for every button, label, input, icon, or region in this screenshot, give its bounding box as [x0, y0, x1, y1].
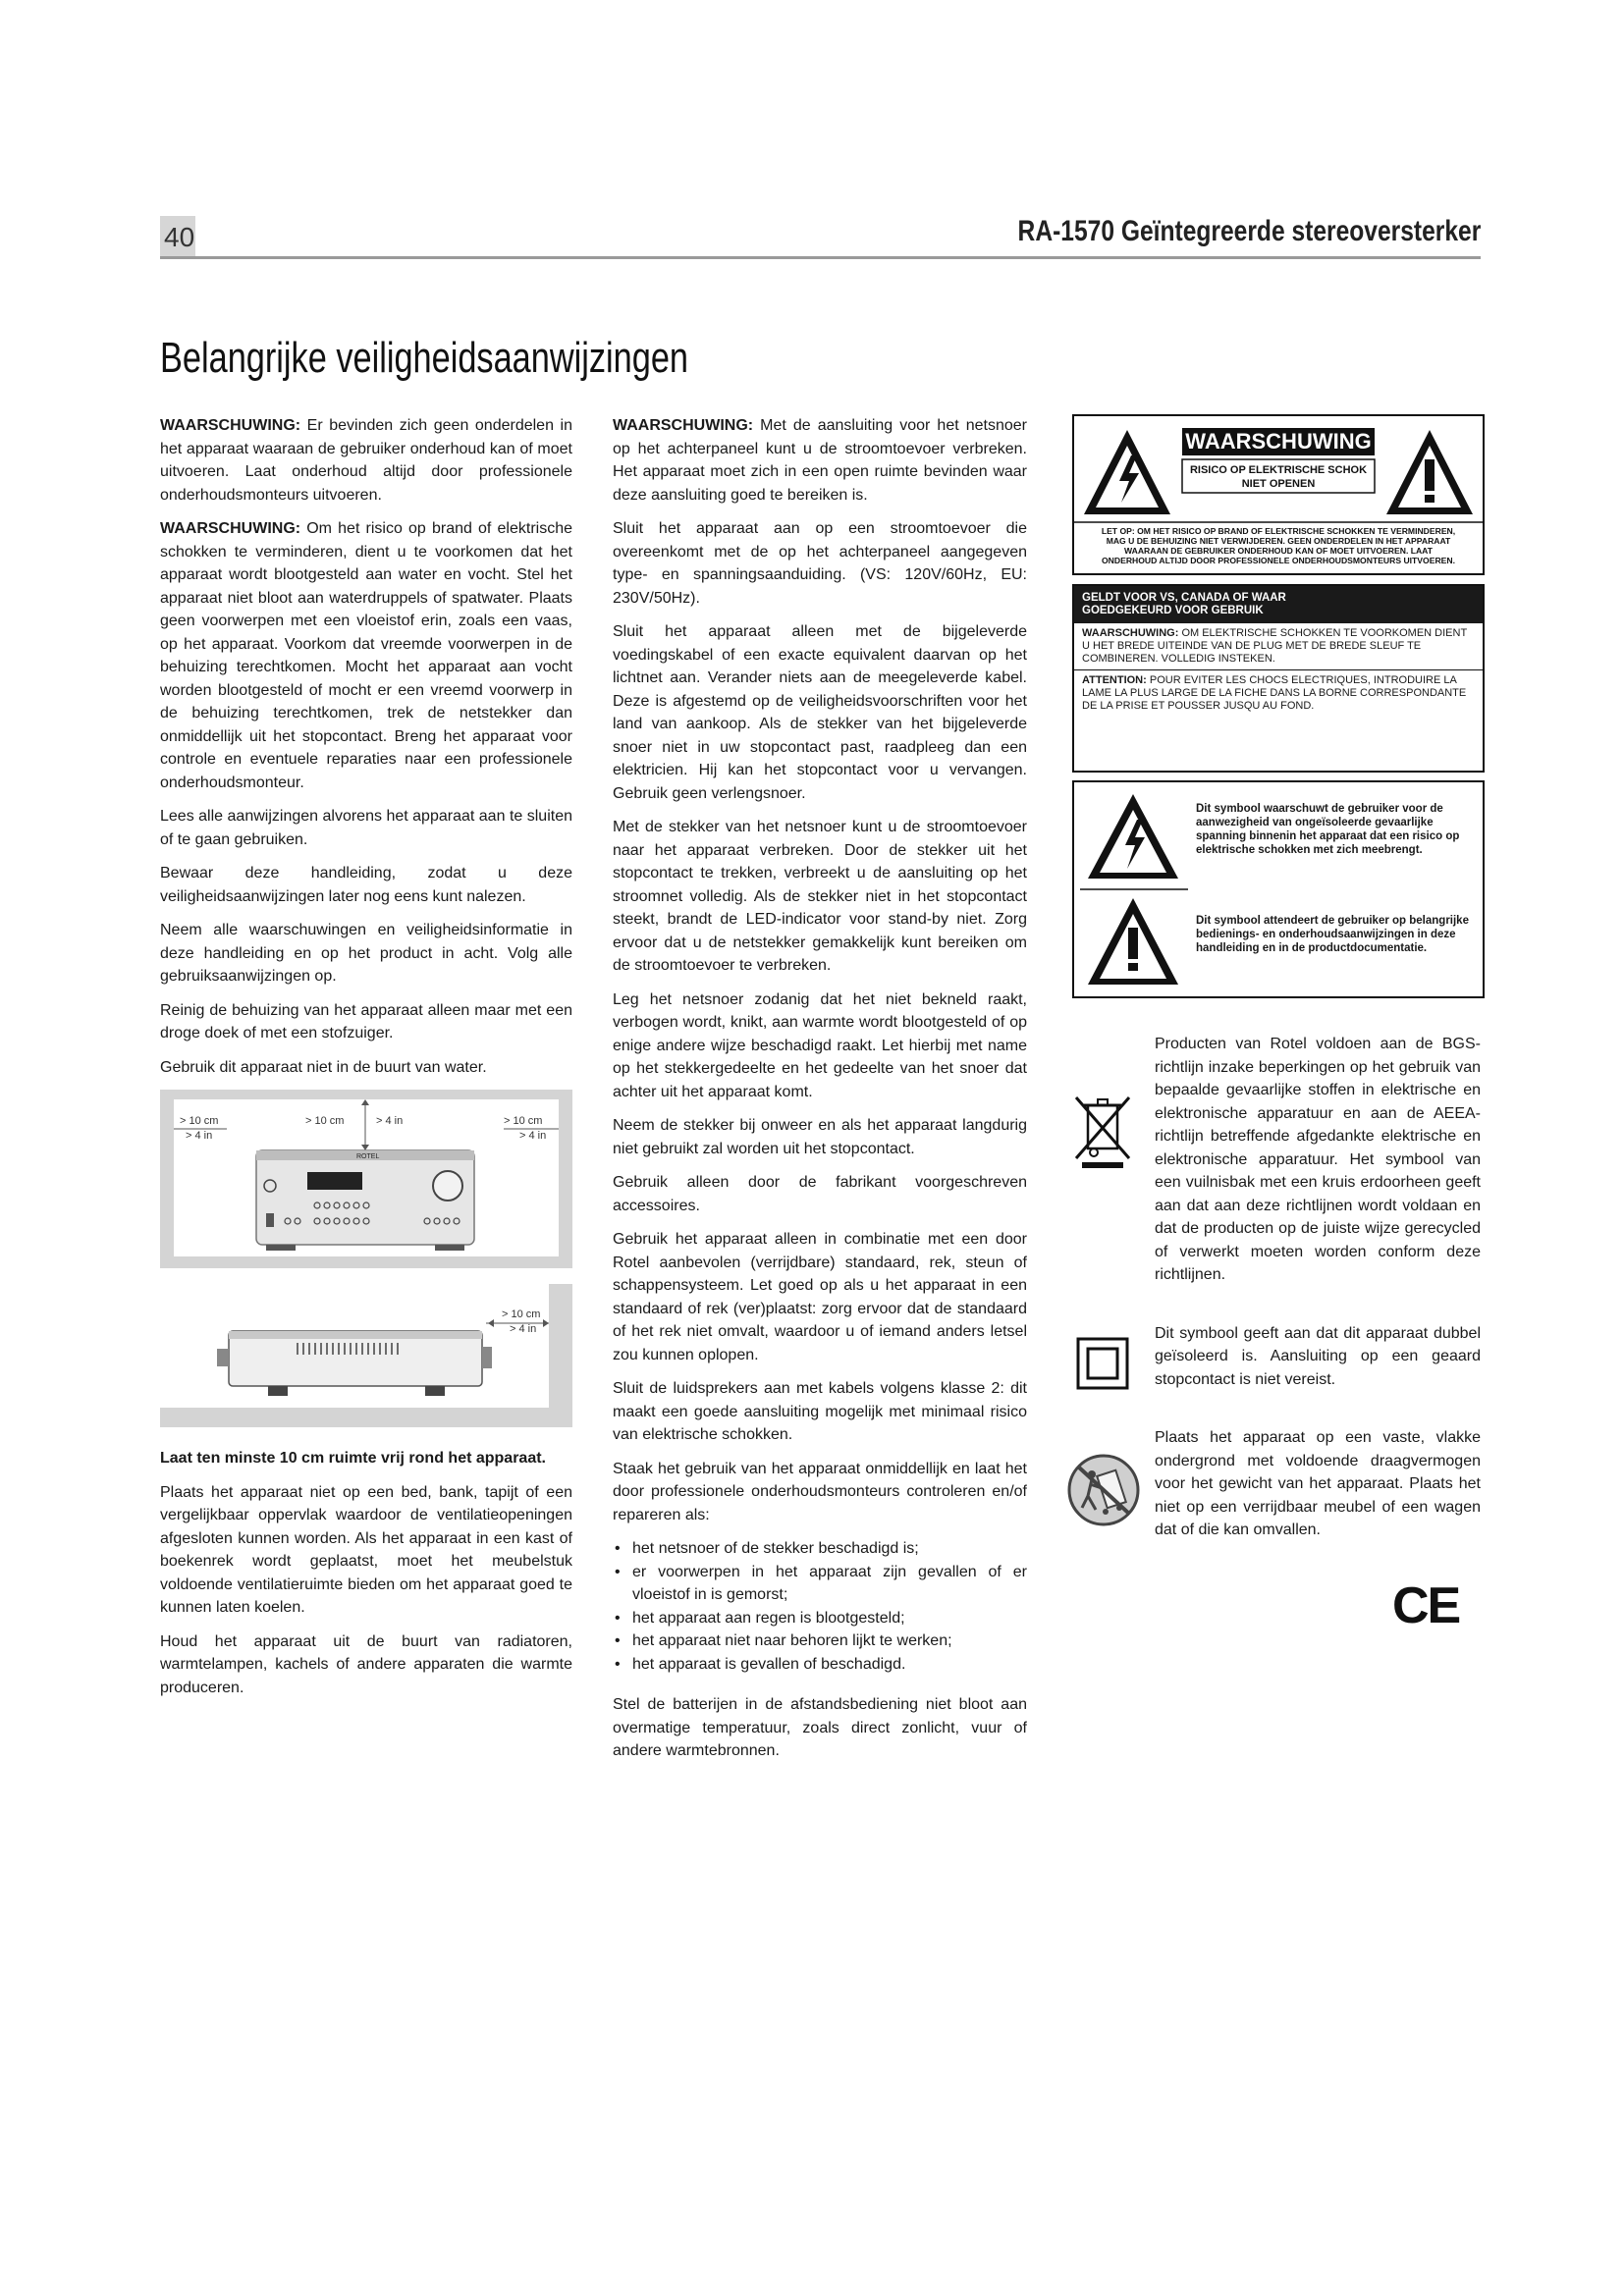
cart-tipover-icon	[1066, 1453, 1141, 1527]
svg-text:RISICO OP ELEKTRISCHE SCHOK: RISICO OP ELEKTRISCHE SCHOK	[1189, 464, 1368, 476]
clearance-side-figure	[160, 1276, 572, 1433]
paragraph: Stel de batterijen in de afstandsbediening niet bloot aan overmatige temperatuur, zoals direct zonlicht, vuur of andere warmtebronnen.	[613, 1696, 1027, 1759]
paragraph: Sluit de luidsprekers aan met kabels volgens klasse 2: dit maakt een goede aansluiting mogelijk met minimaal risico van elektrische schokken.	[613, 1380, 1027, 1443]
list-item: • het apparaat niet naar behoren lijkt te werken;	[613, 1629, 1027, 1653]
label-right-in: > 4 in	[519, 1130, 547, 1142]
paragraph: Sluit het apparaat aan op een stroomtoevoer die overeenkomt met de op het achterpaneel aangegeven type- en spanningsaanduiding. (VS: 120V/60Hz, EU: 230V/50Hz).	[613, 520, 1027, 607]
paragraph: Leg het netsnoer zodanig dat het niet bekneld raakt, verbogen wordt, knikt, aan warmte wordt blootgesteld of op enige andere wijze beschadigd raakt. Let hierbij met name op het stekkergedeelte en het gedeelte van het snoer dat achter uit het apparaat komt.	[613, 990, 1027, 1100]
panel-body-nl: WAARSCHUWING: OM ELEKTRISCHE SCHOKKEN TE VOORKOMEN DIENT U HET BREDE UITEINDE VAN DE PLUG MET DE BREDE SLEUF TE COMBINEREN. VOLLEDIG INSTEKEN.	[1074, 623, 1483, 670]
label-back-in: > 4 in	[510, 1323, 537, 1335]
paragraph: Met de stekker van het netsnoer kunt u de stroomtoevoer naar het apparaat verbreken. Door de stekker uit het stopcontact te trekken, verbreekt u de aansluiting op het stroomnet volledig. Als de stekker niet in het stopcontact steekt, brandt de LED-indicator voor stand-by niet. Zorg ervoor dat u de netstekker gemakkelijk kunt bereiken om de stroomtoevoer te verbreken.	[613, 819, 1027, 974]
clearance-front-figure	[160, 1090, 572, 1268]
svg-text:MAG U DE BEHUIZING NIET VERWIJ: MAG U DE BEHUIZING NIET VERWIJDEREN. GEEN ONDERDELEN IN HET APPARAAT	[1106, 536, 1451, 546]
paragraph: Staak het gebruik van het apparaat onmiddellijk en laat het door professionele onderhoudsmonteurs controleren en/of repareren als:	[613, 1460, 1027, 1523]
panel-header: GELDT VOOR VS, CANADA OF WAAR GOEDGEKEURD VOOR GEBRUIK	[1074, 586, 1483, 623]
svg-text:ONDERHOUD ALTIJD DOOR PROFESSI: ONDERHOUD ALTIJD DOOR PROFESSIONELE ONDERHOUDSMONTEURS UITVOEREN.	[1101, 556, 1456, 565]
crossed-bin-icon	[1068, 1092, 1137, 1170]
panel-body-fr: ATTENTION: POUR EVITER LES CHOCS ELECTRIQUES, INTRODUIRE LA LAME LA PLUS LARGE DE LA FICHE DANS LA BORNE CORRESPONDANTE DE LA PRISE ET POUSSER JUSQU AU FOND.	[1082, 674, 1467, 712]
header-rule	[160, 256, 1481, 259]
paragraph: WAARSCHUWING: Met de aansluiting voor het netsnoer op het achterpaneel kunt u de stroomtoevoer verbreken. Het apparaat moet zich in een open ruimte bevinden waar deze aansluiting goed te bereiken is.	[613, 417, 1027, 504]
paragraph: WAARSCHUWING: Om het risico op brand of elektrische schokken te verminderen, dient u te voorkomen dat het apparaat wordt blootgesteld aan water en vocht. Stel het apparaat niet bloot aan waterdruppels of spatwater. Plaats geen voorwerpen met een vloeistof erin, zoals een vaas, op het apparaat. Voorkom dat vreemde voorwerpen in de behuizing terechtkomen. Mocht het apparaat aan vocht worden blootgesteld of mocht er een vreemd voorwerp in de behuizing terechtkomen, trek de netstekker dan onmiddellijk uit het stopcontact. Breng het apparaat voor controle en eventuele reparaties naar een professionele onderhoudsmonteur.	[160, 520, 572, 791]
label-right-cm: > 10 cm	[504, 1115, 543, 1127]
column-1	[160, 414, 572, 1710]
paragraph: Neem alle waarschuwingen en veiligheidsinformatie in deze handleiding en op het product in acht. Volg alle gebruiksaanwijzingen op.	[160, 922, 572, 985]
warning-label: WAARSCHUWING:	[160, 417, 301, 434]
paragraph: Gebruik alleen door de fabrikant voorgeschreven accessoires.	[613, 1174, 1027, 1214]
figure-caption: Laat ten minste 10 cm ruimte vrij rond het apparaat.	[160, 1450, 546, 1467]
paragraph: Reinig de behuizing van het apparaat alleen maar met een droge doek of met een stofzuiger.	[160, 1001, 572, 1041]
paragraph: Plaats het apparaat niet op een bed, bank, tapijt of een vergelijkbaar oppervlak waardoor de ventilatieopeningen afgesloten kunnen worden. Als het apparaat in een kast of boekenrek wordt geplaatst, moet het meubelstuk voldoende ventilatieruimte bieden om het apparaat goed te kunnen laten koelen.	[160, 1483, 572, 1616]
double-insulation-icon	[1076, 1337, 1129, 1390]
page-number: 40	[164, 222, 195, 252]
ce-mark: CE	[1392, 1577, 1460, 1634]
symbols-explanation-box	[1072, 780, 1485, 998]
svg-text:LET OP: OM HET RISICO OP BRAND: LET OP: OM HET RISICO OP BRAND OF ELEKTRISCHE SCHOKKEN TE VERMINDEREN,	[1101, 526, 1456, 536]
symbols-graphic	[1080, 782, 1188, 996]
document-title: RA-1570 Geïntegreerde stereoversterker	[1017, 215, 1481, 247]
weee-paragraph: Producten van Rotel voldoen aan de BGS-richtlijn inzake beperkingen op het gebruik van bepaalde gevaarlijke stoffen in elektrische en elektronische apparatuur en aan de AEEA-richtlijn betreffende afgedankte elektrische en elektronische apparatuur. Het symbool van een vuilnisbak met een kruis erdoorheen geeft aan dat aan deze richtlijnen wordt voldaan en dat de producten op de juiste wijze gerecycled of verwerkt moeten worden conform deze richtlijnen.	[1155, 1036, 1481, 1283]
paragraph: WAARSCHUWING: Er bevinden zich geen onderdelen in het apparaat waaraan de gebruiker onderhoud kan of moet uitvoeren. Laat onderhoud altijd door professionele onderhoudsmonteurs uitvoeren.	[160, 417, 572, 504]
list-item: • er voorwerpen in het apparaat zijn gevallen of er vloeistof in is gemorst;	[613, 1561, 1027, 1607]
paragraph: Sluit het apparaat alleen met de bijgeleverde voedingskabel of een exacte equivalent daarvan op het lichtnet aan. Verander niets aan de meegeleverde kabel. Deze is afgestemd op de veiligheidsvoorschriften voor het land van aankoop. Als de stekker van het bijgeleverde snoer niet in uw stopcontact past, raadpleeg dan een elektricien. Hij kan het stopcontact voor u vervangen. Gebruik geen verlengsnoer.	[613, 623, 1027, 802]
label-left-cm: > 10 cm	[180, 1115, 219, 1127]
label-top-cm: > 10 cm	[305, 1115, 345, 1127]
column-3	[1155, 1033, 1481, 1553]
paragraph: Lees alle aanwijzingen alvorens het apparaat aan te sluiten of te gaan gebruiken.	[160, 808, 572, 848]
bullet-list	[613, 1537, 1027, 1676]
exclamation-symbol-text: Dit symbool attendeert de gebruiker op belangrijke bedienings- en onderhoudsaanwijzingen in deze handleiding en in de productdocumentatie.	[1196, 915, 1469, 954]
label-back-cm: > 10 cm	[502, 1308, 541, 1320]
list-item: • het netsnoer of de stekker beschadigd is;	[613, 1537, 1027, 1561]
list-item: • het apparaat is gevallen of beschadigd.	[613, 1653, 1027, 1677]
brand-label: ROTEL	[356, 1153, 380, 1160]
exclamation-icon	[1128, 928, 1138, 959]
paragraph: Gebruik het apparaat alleen in combinatie met een door Rotel aanbevolen (verrijdbare) standaard, rek, steun of schappensysteem. Let goed op als u het apparaat in een standaard of rek (ver)plaatst: zorg ervoor dat de standaard of het rek niet omvalt, waardoor u of iemand anders letsel zou kunnen oplopen.	[613, 1231, 1027, 1363]
warning-label: WAARSCHUWING:	[613, 417, 754, 434]
stand-paragraph: Plaats het apparaat op een vaste, vlakke ondergrond met voldoende draagvermogen voor het gewicht van het apparaat. Plaats het niet op een verrijdbaar meubel of een wagen dat of die kan omvallen.	[1155, 1429, 1481, 1538]
paragraph: Gebruik dit apparaat niet in de buurt van water.	[160, 1058, 487, 1076]
paragraph: Houd het apparaat uit de buurt van radiatoren, warmtelampen, kachels of andere apparaten die warmte produceren.	[160, 1632, 572, 1696]
warning-label: WAARSCHUWING:	[160, 520, 301, 537]
warning-title: WAARSCHUWING	[1185, 429, 1372, 454]
paragraph: Neem de stekker bij onweer en als het apparaat langdurig niet gebruikt zal worden uit het stopcontact.	[613, 1117, 1027, 1157]
warning-label-box	[1072, 414, 1485, 575]
paragraph: Bewaar deze handleiding, zodat u deze veiligheidsaanwijzingen later nog eens kunt nalezen.	[160, 865, 572, 905]
label-left-in: > 4 in	[186, 1130, 213, 1142]
us-canada-warning-panel	[1072, 584, 1485, 773]
svg-text:NIET OPENEN: NIET OPENEN	[1241, 478, 1316, 490]
page-title: Belangrijke veiligheidsaanwijzingen	[160, 334, 689, 382]
svg-text:WAARAAN DE GEBRUIKER ONDERHOUD: WAARAAN DE GEBRUIKER ONDERHOUD KAN OF MOET UITVOEREN. LAAT	[1124, 546, 1433, 556]
exclamation-icon	[1425, 459, 1435, 491]
lightning-symbol-text: Dit symbool waarschuwt de gebruiker voor de aanwezigheid van ongeïsoleerde gevaarlijke spanning binnenin het apparaat dat een risico op elektrische schokken met zich meebrengt.	[1196, 803, 1460, 856]
label-top-in: > 4 in	[376, 1115, 404, 1127]
column-2	[613, 414, 1027, 1774]
warning-label-graphic	[1074, 416, 1483, 573]
double-insulation-paragraph: Dit symbool geeft aan dat dit apparaat dubbel geïsoleerd is. Aansluiting op een geaard stopcontact is niet vereist.	[1155, 1324, 1481, 1388]
list-item: • het apparaat aan regen is blootgesteld;	[613, 1607, 1027, 1630]
